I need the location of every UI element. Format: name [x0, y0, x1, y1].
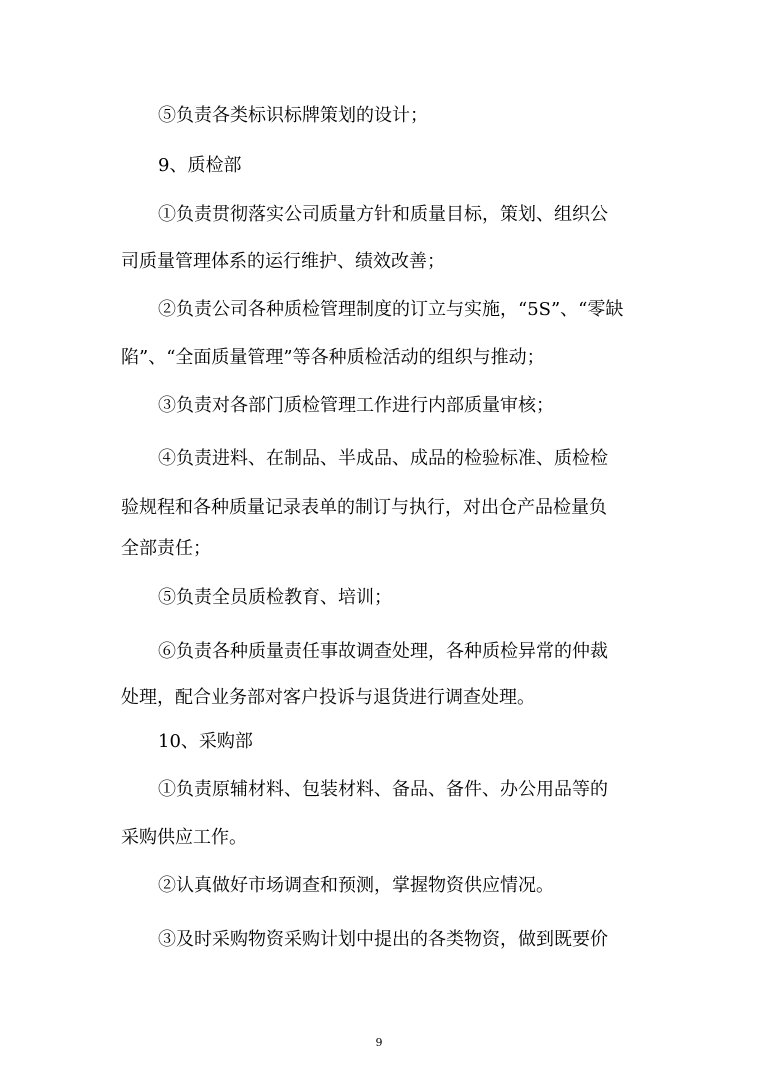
section-heading-purchasing-department: 10、采购部 — [158, 731, 253, 752]
text-line: ②负责公司各种质检管理制度的订立与实施，“5S”、“零缺 — [158, 299, 624, 320]
text-line: ①负责原辅材料、包装材料、备品、备件、办公用品等的 — [158, 779, 608, 800]
text-line: ①负责贯彻落实公司质量方针和质量目标，策划、组织公 — [158, 204, 608, 225]
text-line: ⑤负责全员质检教育、培训； — [158, 587, 392, 608]
page-number: 9 — [375, 1036, 383, 1049]
text-line: 处理，配合业务部对客户投诉与退货进行调查处理。 — [121, 687, 535, 708]
text-line: 全部责任； — [121, 538, 211, 559]
text-line: ②认真做好市场调查和预测，掌握物资供应情况。 — [158, 875, 554, 896]
text-line: 验规程和各种质量记录表单的制订与执行，对出仓产品检量负 — [121, 497, 607, 518]
text-line: ④负责进料、在制品、半成品、成品的检验标准、质检检 — [158, 448, 608, 469]
text-line: ③及时采购物资采购计划中提出的各类物资，做到既要价 — [158, 929, 608, 950]
text-line: 司质量管理体系的运行维护、绩效改善； — [121, 251, 445, 272]
text-line: ⑥负责各种质量责任事故调查处理，各种质检异常的仲裁 — [158, 641, 608, 662]
text-line: ⑤负责各类标识标牌策划的设计； — [158, 105, 428, 126]
text-line: ③负责对各部门质检管理工作进行内部质量审核； — [158, 395, 554, 416]
section-heading-quality-department: 9、质检部 — [158, 155, 242, 176]
text-line: 采购供应工作。 — [121, 827, 247, 848]
text-line: 陷”、“全面质量管理”等各种质检活动的组织与推动； — [121, 347, 545, 368]
